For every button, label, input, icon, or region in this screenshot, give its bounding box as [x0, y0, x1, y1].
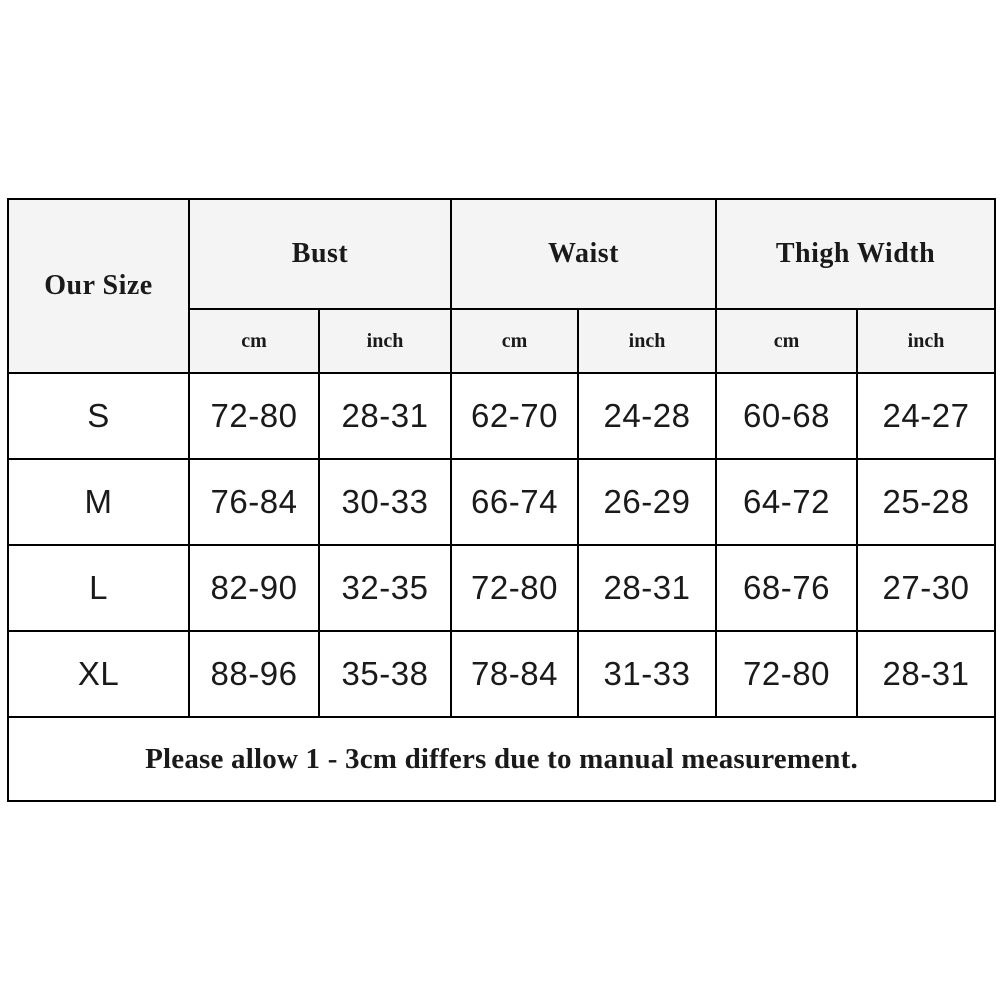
- cell-s-thigh-inch: 24-27: [857, 373, 995, 459]
- cell-m-waist-inch: 26-29: [578, 459, 716, 545]
- cell-m-waist-cm: 66-74: [451, 459, 578, 545]
- unit-header-thigh-inch: inch: [857, 309, 995, 373]
- cell-xl-bust-cm: 88-96: [189, 631, 319, 717]
- cell-m-thigh-inch: 25-28: [857, 459, 995, 545]
- cell-l-bust-inch: 32-35: [319, 545, 451, 631]
- cell-l-waist-cm: 72-80: [451, 545, 578, 631]
- cell-s-bust-inch: 28-31: [319, 373, 451, 459]
- size-label-m: M: [8, 459, 189, 545]
- unit-header-waist-inch: inch: [578, 309, 716, 373]
- size-label-s: S: [8, 373, 189, 459]
- unit-header-bust-cm: cm: [189, 309, 319, 373]
- table-row-size-s: [8, 373, 995, 459]
- table-row-size-l: [8, 545, 995, 631]
- cell-l-bust-cm: 82-90: [189, 545, 319, 631]
- cell-l-thigh-inch: 27-30: [857, 545, 995, 631]
- cell-xl-waist-cm: 78-84: [451, 631, 578, 717]
- footer-note-row: [8, 717, 995, 801]
- corner-header-our-size: Our Size: [8, 199, 189, 373]
- cell-m-bust-inch: 30-33: [319, 459, 451, 545]
- unit-header-bust-inch: inch: [319, 309, 451, 373]
- group-header-thigh-width: Thigh Width: [716, 199, 995, 309]
- cell-xl-thigh-inch: 28-31: [857, 631, 995, 717]
- cell-l-thigh-cm: 68-76: [716, 545, 857, 631]
- size-chart-container: [7, 198, 994, 802]
- size-label-l: L: [8, 545, 189, 631]
- size-chart-table: [7, 198, 996, 802]
- cell-xl-thigh-cm: 72-80: [716, 631, 857, 717]
- cell-xl-waist-inch: 31-33: [578, 631, 716, 717]
- cell-s-bust-cm: 72-80: [189, 373, 319, 459]
- cell-l-waist-inch: 28-31: [578, 545, 716, 631]
- group-header-waist: Waist: [451, 199, 716, 309]
- measurement-disclaimer-note: Please allow 1 - 3cm differs due to manual measurement.: [8, 717, 995, 801]
- unit-header-waist-cm: cm: [451, 309, 578, 373]
- cell-xl-bust-inch: 35-38: [319, 631, 451, 717]
- group-header-bust: Bust: [189, 199, 451, 309]
- cell-m-thigh-cm: 64-72: [716, 459, 857, 545]
- size-label-xl: XL: [8, 631, 189, 717]
- header-group-row: [8, 199, 995, 309]
- cell-s-waist-inch: 24-28: [578, 373, 716, 459]
- cell-s-thigh-cm: 60-68: [716, 373, 857, 459]
- cell-s-waist-cm: 62-70: [451, 373, 578, 459]
- table-row-size-xl: [8, 631, 995, 717]
- cell-m-bust-cm: 76-84: [189, 459, 319, 545]
- table-row-size-m: [8, 459, 995, 545]
- unit-header-thigh-cm: cm: [716, 309, 857, 373]
